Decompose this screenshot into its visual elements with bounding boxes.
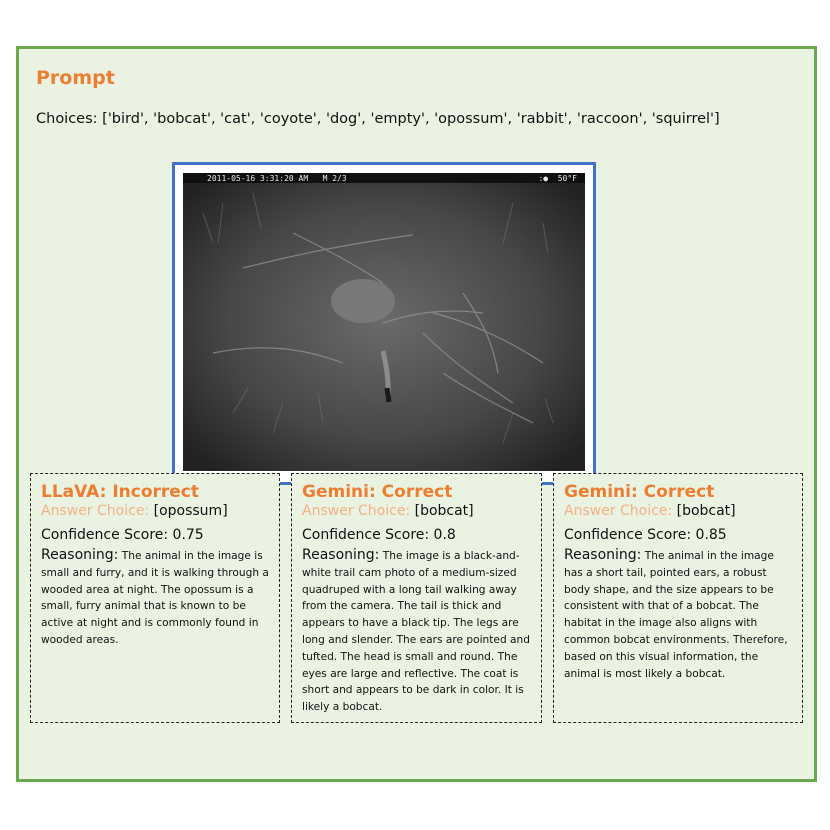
answer-label: Answer Choice: xyxy=(41,503,150,519)
card-title: Gemini: Correct xyxy=(564,482,715,502)
confidence-score: Confidence Score: 0.75 xyxy=(41,527,204,543)
trail-cam-photo xyxy=(183,173,585,471)
gemini-result-card-2 xyxy=(553,473,803,723)
reasoning xyxy=(41,547,269,649)
answer-label: Answer Choice: xyxy=(564,503,673,519)
card-title: Gemini: Correct xyxy=(302,482,453,502)
confidence-score: Confidence Score: 0.8 xyxy=(302,527,456,543)
reasoning-text: The image is a black-and-white trail cam photo of a medium-sized quadruped with a long tail walking away from the camera. The tail is thick and appears to have a black tip. The legs are long and slender. The ears are pointed and tufted. The head is small and round. The eyes are large and reflective. The coat is short and appears to be dark in color. It is likely a bobcat. xyxy=(302,550,530,714)
reasoning xyxy=(564,547,792,682)
card-title: LLaVA: Incorrect xyxy=(41,482,200,502)
choices-text: Choices: ['bird', 'bobcat', 'cat', 'coyote', 'dog', 'empty', 'opossum', 'rabbit', 'raccoon', 'squirrel'] xyxy=(36,111,720,127)
timestamp-overlay: 2011-05-16 3:31:20 AM M 2/3 xyxy=(207,174,347,183)
answer-label: Answer Choice: xyxy=(302,503,411,519)
reasoning-label: Reasoning: xyxy=(564,547,642,563)
temperature-overlay: :● 50°F xyxy=(538,174,577,183)
answer-choice xyxy=(41,502,269,521)
gemini-result-card-1 xyxy=(291,473,542,723)
answer-value: [opossum] xyxy=(153,503,228,519)
reasoning-text: The animal in the image is small and furry, and it is walking through a wooded area at night. The opossum is a small, furry animal that is known to be active at night and is commonly found in wooded areas. xyxy=(41,550,269,646)
trail-cam-image-frame xyxy=(172,162,596,485)
answer-value: [bobcat] xyxy=(676,503,736,519)
answer-choice xyxy=(302,502,531,521)
prompt-title: Prompt xyxy=(36,67,115,89)
llava-result-card xyxy=(30,473,280,723)
reasoning-text: The animal in the image has a short tail, pointed ears, a robust body shape, and the size appears to be consistent with that of a bobcat. The habitat in the image also aligns with common bobcat environments. Therefore, based on this visual information, the animal is most likely a bobcat. xyxy=(564,550,788,680)
reasoning xyxy=(302,547,531,716)
answer-value: [bobcat] xyxy=(414,503,474,519)
answer-choice xyxy=(564,502,792,521)
reasoning-label: Reasoning: xyxy=(302,547,380,563)
night-scene-graphic xyxy=(183,173,585,471)
reasoning-label: Reasoning: xyxy=(41,547,119,563)
confidence-score: Confidence Score: 0.85 xyxy=(564,527,727,543)
